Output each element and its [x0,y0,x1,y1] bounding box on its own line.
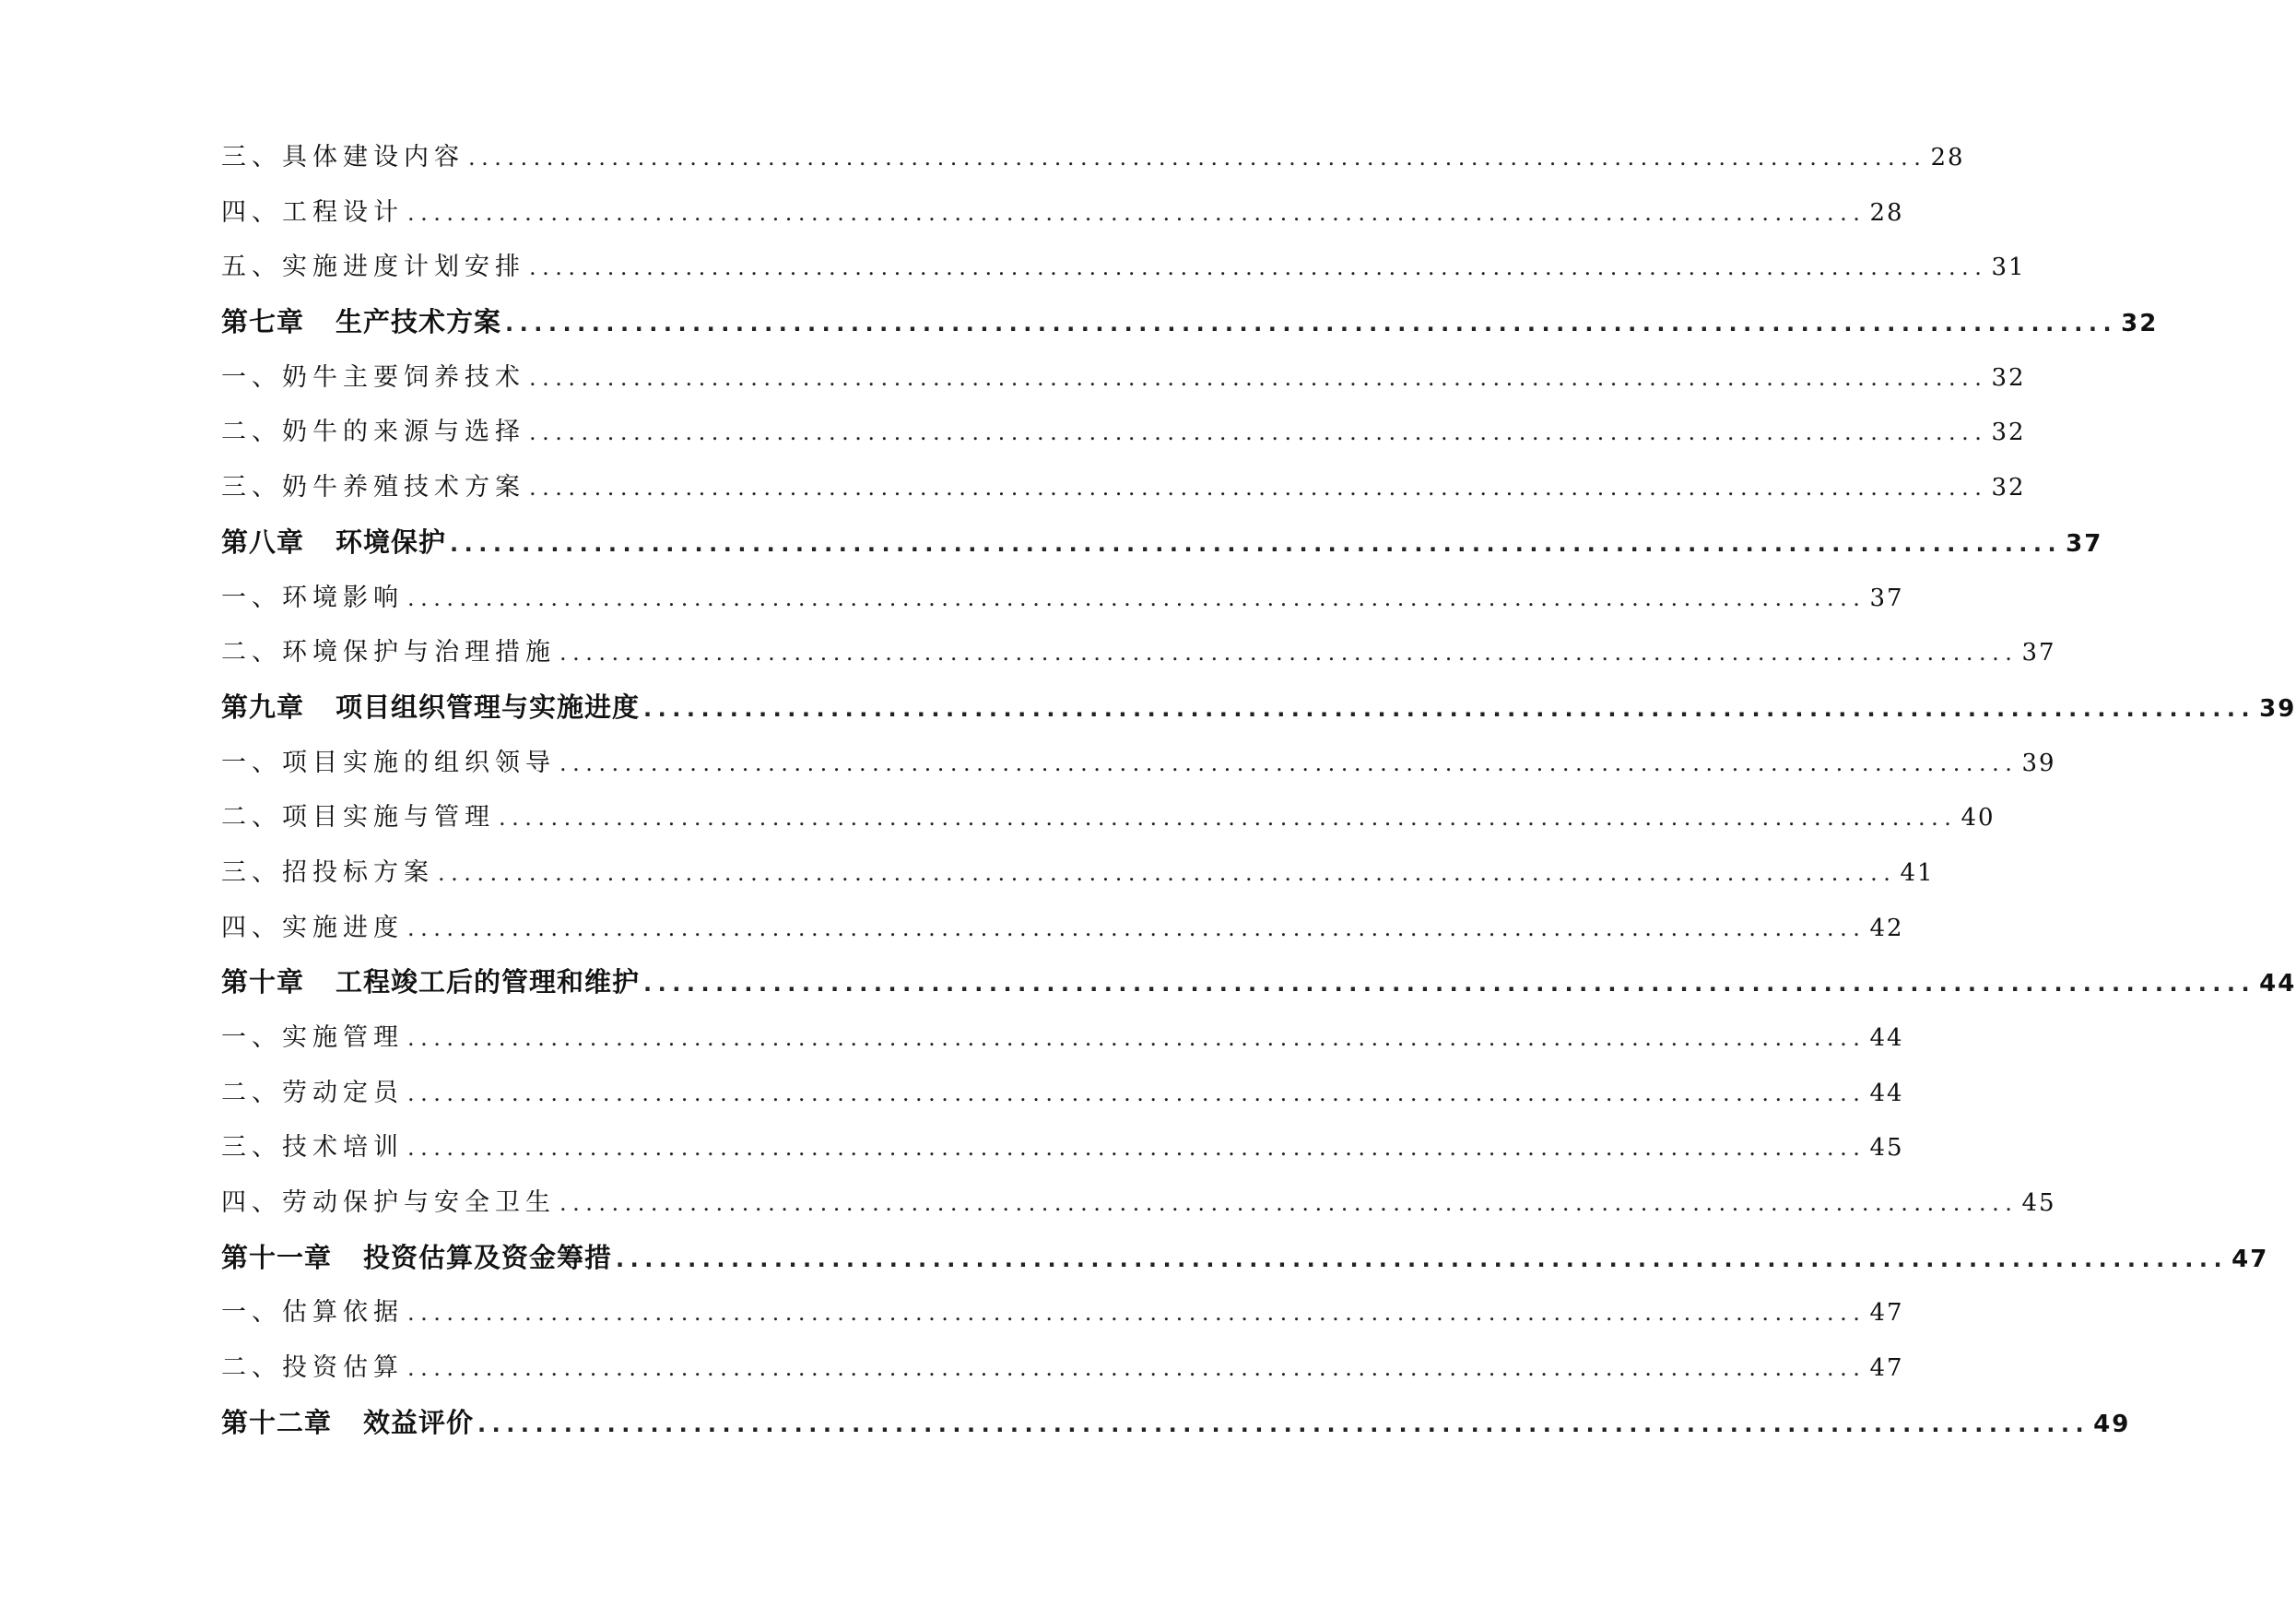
toc-entry-title [221,907,404,943]
toc-dot-leader: ................................................................................................................ [407,1300,1866,1327]
toc-entry-number: 一、 [221,1023,282,1052]
toc-page-number: 31 [1991,254,2026,282]
toc-page-number: 28 [1930,144,1965,171]
toc-section-entry[interactable] [221,246,2026,301]
toc-entry-text: 环境影响 [282,583,404,612]
toc-page-number: 41 [1900,858,1935,887]
toc-entry-title [221,1182,556,1218]
toc-dot-leader: ................................................................................................................ [499,805,1958,832]
toc-dot-leader: ................................................................................................................ [559,1190,2019,1217]
toc-section-entry[interactable] [221,1347,1904,1402]
toc-entry-title [221,797,495,833]
toc-entry-text: 劳动保护与安全卫生 [282,1188,556,1218]
toc-entry-text: 劳动定员 [282,1078,404,1107]
toc-section-entry[interactable] [221,1292,1904,1347]
toc-section-entry[interactable] [221,797,1996,852]
toc-entry-number: 一、 [221,748,282,777]
toc-chapter-entry[interactable] [221,1402,2131,1458]
toc-entry-title [221,522,446,560]
toc-entry-title [221,1017,404,1053]
toc-dot-leader: ................................................................................................................ [529,475,1988,502]
toc-dot-leader: ................................................................................................................ [438,859,1897,886]
toc-section-entry[interactable] [221,852,1935,907]
toc-dot-leader: ................................................................................................................ [407,1355,1866,1382]
toc-entry-number: 第十章 [221,966,305,998]
toc-entry-text: 生产技术方案 [336,306,502,338]
toc-section-entry[interactable] [221,1127,1904,1182]
toc-dot-leader: ................................................................................................................ [407,585,1866,611]
toc-entry-text: 环境保护 [336,526,447,558]
toc-section-entry[interactable] [221,577,1904,632]
toc-entry-title [221,246,525,282]
toc-section-entry[interactable] [221,1072,1904,1128]
toc-page-number: 32 [1991,363,2026,392]
toc-entry-number: 三、 [221,857,282,887]
toc-entry-number: 三、 [221,473,282,502]
toc-page-number: 39 [2021,749,2056,777]
toc-chapter-entry[interactable] [221,687,2296,742]
toc-entry-text: 奶牛的来源与选择 [282,418,525,447]
toc-entry-title [221,1072,404,1108]
toc-entry-number: 一、 [221,362,282,392]
toc-entry-number: 四、 [221,1188,282,1218]
toc-section-entry[interactable] [221,1017,1904,1072]
table-of-contents [221,136,2296,1458]
toc-page-number: 45 [2021,1189,2056,1218]
toc-page-number: 44 [1869,1079,1904,1107]
toc-entry-title [221,687,640,725]
toc-page-number: 44 [2259,970,2296,998]
toc-entry-number: 四、 [221,197,282,227]
toc-page-number: 42 [1869,914,1904,942]
toc-entry-number: 一、 [221,1298,282,1328]
toc-entry-title [221,1127,404,1163]
toc-entry-text: 工程设计 [282,197,404,227]
toc-entry-text: 奶牛主要饲养技术 [282,362,525,392]
toc-entry-text: 投资估算 [282,1353,404,1383]
toc-page-number: 32 [1991,419,2026,447]
toc-entry-title [221,577,404,613]
toc-section-entry[interactable] [221,1182,2056,1237]
toc-entry-number: 四、 [221,913,282,942]
toc-entry-number: 五、 [221,253,282,282]
toc-entry-text: 估算依据 [282,1298,404,1328]
toc-entry-title [221,301,501,339]
toc-dot-leader: ................................................................................................................ [477,1411,2090,1437]
toc-entry-number: 二、 [221,803,282,833]
toc-entry-title [221,192,404,228]
toc-entry-text: 项目实施与管理 [282,803,495,833]
toc-entry-title [221,632,556,667]
toc-entry-text: 招投标方案 [282,857,434,887]
toc-entry-number: 第八章 [221,526,305,558]
toc-entry-number: 一、 [221,583,282,612]
toc-page-number: 47 [1869,1299,1904,1328]
toc-chapter-entry[interactable] [221,522,2103,577]
toc-entry-number: 第九章 [221,691,305,723]
toc-entry-title [221,742,556,778]
toc-entry-text: 项目实施的组织领导 [282,748,556,777]
toc-page-number: 37 [2066,529,2103,558]
toc-entry-text: 具体建设内容 [282,143,465,171]
toc-entry-title [221,136,465,172]
toc-section-entry[interactable] [221,632,2056,687]
toc-dot-leader: ................................................................................................................ [559,750,2019,776]
toc-entry-text: 实施管理 [282,1023,404,1052]
toc-entry-number: 三、 [221,143,282,171]
toc-dot-leader: ................................................................................................................ [529,254,1988,281]
toc-dot-leader: ................................................................................................................ [450,530,2063,557]
toc-page-number: 32 [1991,474,2026,502]
toc-entry-text: 投资估算及资金筹措 [363,1241,613,1273]
toc-dot-leader: ................................................................................................................ [468,145,1927,171]
toc-entry-title [221,1292,404,1328]
toc-entry-number: 二、 [221,1353,282,1383]
toc-page-number: 37 [1869,584,1904,612]
toc-entry-text: 工程竣工后的管理和维护 [336,966,641,998]
toc-entry-title [221,852,434,888]
toc-page-number: 39 [2259,694,2296,723]
toc-entry-text: 项目组织管理与实施进度 [336,691,641,723]
toc-entry-title [221,1237,612,1275]
toc-dot-leader: ................................................................................................................ [643,971,2256,998]
toc-section-entry[interactable] [221,467,2026,522]
toc-entry-number: 第十一章 [221,1241,333,1273]
toc-page-number: 32 [2121,310,2159,338]
toc-dot-leader: ................................................................................................................ [643,695,2256,722]
toc-entry-number: 第七章 [221,306,305,338]
toc-page-number: 28 [1869,198,1904,227]
toc-chapter-entry[interactable] [221,962,2296,1017]
toc-entry-title [221,357,525,393]
toc-entry-number: 三、 [221,1133,282,1163]
toc-entry-title [221,962,640,999]
toc-dot-leader: ................................................................................................................ [407,199,1866,226]
toc-entry-text: 实施进度计划安排 [282,253,525,282]
toc-entry-title [221,1347,404,1383]
toc-entry-text: 效益评价 [363,1406,475,1438]
toc-dot-leader: ................................................................................................................ [529,364,1988,391]
toc-dot-leader: ................................................................................................................ [407,1080,1866,1106]
toc-dot-leader: ................................................................................................................ [505,311,2118,337]
toc-dot-leader: ................................................................................................................ [407,1025,1866,1051]
toc-entry-text: 环境保护与治理措施 [282,638,556,667]
toc-section-entry[interactable] [221,192,1904,247]
toc-page-number: 47 [1869,1354,1904,1383]
toc-section-entry[interactable] [221,742,2056,797]
toc-entry-text: 奶牛养殖技术方案 [282,473,525,502]
toc-page-number: 45 [1869,1134,1904,1163]
toc-page-number: 47 [2231,1245,2269,1273]
toc-dot-leader: ................................................................................................................ [616,1246,2229,1272]
toc-entry-text: 技术培训 [282,1133,404,1163]
toc-entry-number: 二、 [221,638,282,667]
toc-entry-number: 第十二章 [221,1406,333,1438]
toc-page-number: 44 [1869,1024,1904,1052]
toc-dot-leader: ................................................................................................................ [559,640,2019,667]
toc-section-entry[interactable] [221,907,1904,963]
toc-page-number: 40 [1960,804,1996,833]
toc-section-entry[interactable] [221,136,1965,192]
toc-entry-text: 实施进度 [282,913,404,942]
toc-entry-number: 二、 [221,418,282,447]
toc-entry-title [221,1402,474,1440]
toc-dot-leader: ................................................................................................................ [407,915,1866,941]
toc-chapter-entry[interactable] [221,301,2159,357]
toc-page-number: 49 [2093,1410,2131,1438]
toc-page-number: 37 [2021,639,2056,667]
toc-chapter-entry[interactable] [221,1237,2269,1293]
toc-section-entry[interactable] [221,411,2026,467]
toc-section-entry[interactable] [221,357,2026,412]
toc-dot-leader: ................................................................................................................ [529,419,1988,446]
toc-entry-title [221,467,525,502]
toc-entry-number: 二、 [221,1078,282,1107]
toc-entry-title [221,411,525,447]
toc-dot-leader: ................................................................................................................ [407,1135,1866,1162]
